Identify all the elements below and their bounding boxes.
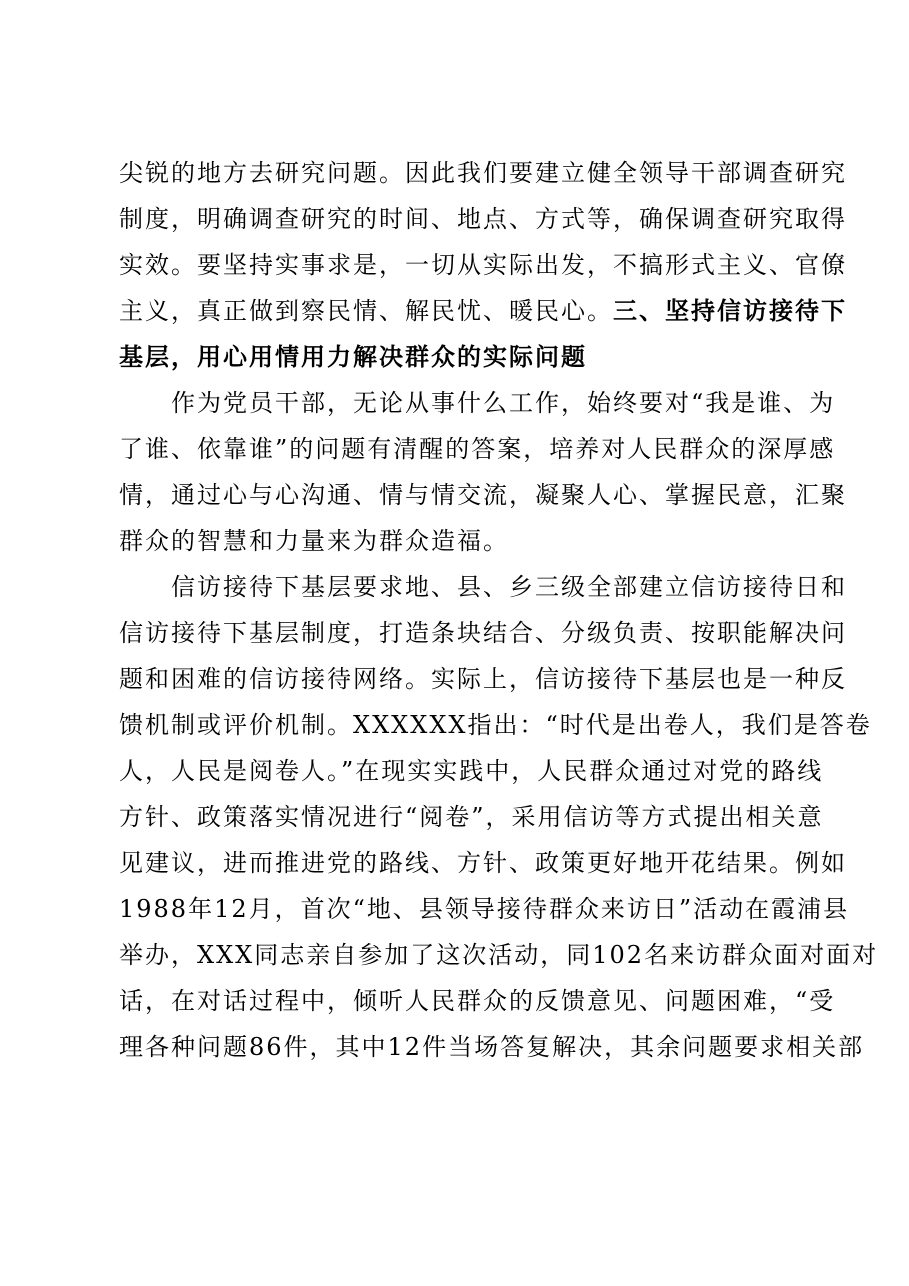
text-line: 人，人民是阅卷人。”在现实实践中，人民群众通过对党的路线 bbox=[119, 757, 824, 785]
text-line: 了谁、依靠谁”的问题有清醒的答案，培养对人民群众的深厚感 bbox=[119, 435, 836, 463]
text-line: 群众的智慧和力量来为群众造福。 bbox=[119, 527, 509, 555]
text-line: 举办，XXX同志亲自参加了这次活动，同102名来访群众面对面对 bbox=[119, 941, 879, 969]
paragraph-end-text: 主义，真正做到察民情、解民忧、暖民心。 bbox=[119, 297, 613, 325]
text-line: 情，通过心与心沟通、情与情交流，凝聚人心、掌握民意，汇聚 bbox=[119, 481, 847, 509]
text-line: 理各种问题86件，其中12件当场答复解决，其余问题要求相关部 bbox=[119, 1033, 865, 1061]
text-line: 见建议，进而推进党的路线、方针、政策更好地开花结果。例如 bbox=[119, 849, 847, 877]
text-line: 方针、政策落实情况进行“阅卷”，采用信访等方式提出相关意 bbox=[119, 803, 824, 831]
text-line: 话，在对话过程中，倾听人民群众的反馈意见、问题困难，“受 bbox=[119, 987, 836, 1015]
paragraph-start-line: 作为党员干部，无论从事什么工作，始终要对“我是谁、为 bbox=[171, 389, 836, 417]
text-line: 题和困难的信访接待网络。实际上，信访接待下基层也是一种反 bbox=[119, 665, 847, 693]
document-body bbox=[119, 150, 879, 1070]
section-heading-part-1: 三、坚持信访接待下 bbox=[613, 297, 847, 325]
section-heading-part-2: 基层，用心用情用力解决群众的实际问题 bbox=[119, 343, 587, 371]
text-line: 实效。要坚持实事求是，一切从实际出发，不搞形式主义、官僚 bbox=[119, 251, 847, 279]
text-line: 1988年12月，首次“地、县领导接待群众来访日”活动在霞浦县 bbox=[119, 895, 850, 923]
paragraph-start-line: 信访接待下基层要求地、县、乡三级全部建立信访接待日和 bbox=[171, 573, 847, 601]
text-line: 信访接待下基层制度，打造条块结合、分级负责、按职能解决问 bbox=[119, 619, 847, 647]
text-line: 尖锐的地方去研究问题。因此我们要建立健全领导干部调查研究 bbox=[119, 159, 847, 187]
text-line: 馈机制或评价机制。XXXXXX指出：“时代是出卷人，我们是答卷 bbox=[119, 711, 872, 739]
text-line: 制度，明确调查研究的时间、地点、方式等，确保调查研究取得 bbox=[119, 205, 847, 233]
text-line bbox=[119, 288, 847, 334]
